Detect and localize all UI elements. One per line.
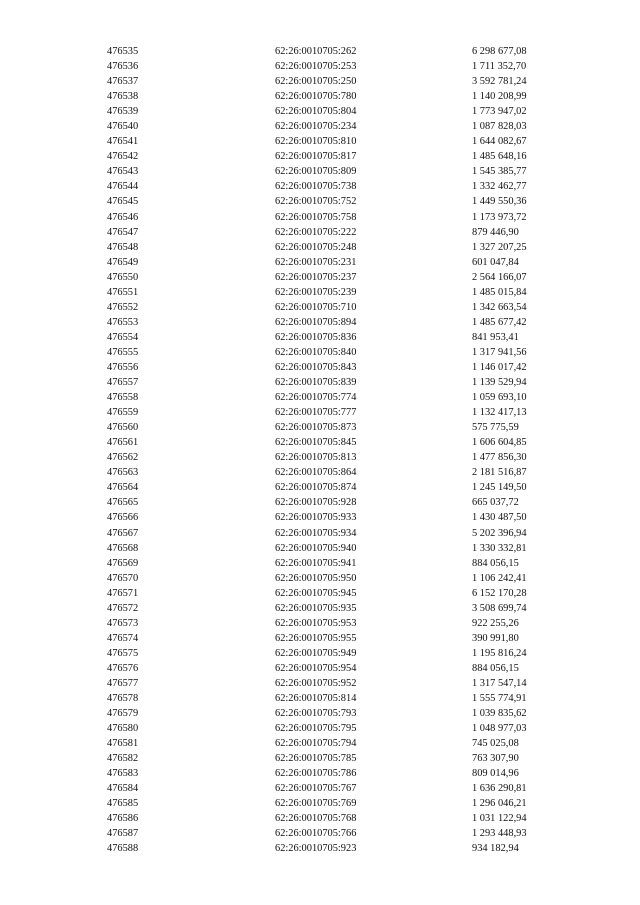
cadastral-value-cell: 1 485 648,16 — [472, 151, 527, 163]
table-row — [107, 59, 572, 74]
table-row — [107, 480, 572, 495]
cadastral-number-cell: 62:26:0010705:950 — [275, 572, 357, 584]
cadastral-value-cell: 1 477 856,30 — [472, 452, 527, 464]
table-row — [107, 811, 572, 826]
table-row — [107, 450, 572, 465]
table-row — [107, 781, 572, 796]
cadastral-value-cell: 1 644 082,67 — [472, 136, 527, 148]
row-number-cell: 476558 — [107, 392, 139, 404]
cadastral-value-cell: 3 592 781,24 — [472, 76, 527, 88]
cadastral-number-cell: 62:26:0010705:767 — [275, 783, 357, 795]
row-number-cell: 476566 — [107, 512, 139, 524]
cadastral-value-cell: 1 485 015,84 — [472, 286, 527, 298]
table-row — [107, 706, 572, 721]
cadastral-value-cell: 601 047,84 — [472, 256, 519, 268]
cadastral-value-cell: 6 152 170,28 — [472, 587, 527, 599]
row-number-cell: 476562 — [107, 452, 139, 464]
cadastral-number-cell: 62:26:0010705:768 — [275, 813, 357, 825]
table-row — [107, 149, 572, 164]
cadastral-number-cell: 62:26:0010705:874 — [275, 482, 357, 494]
cadastral-value-table — [107, 44, 572, 857]
cadastral-value-cell: 884 056,15 — [472, 557, 519, 569]
row-number-cell: 476564 — [107, 482, 139, 494]
cadastral-value-cell: 934 182,94 — [472, 843, 519, 855]
cadastral-number-cell: 62:26:0010705:752 — [275, 196, 357, 208]
table-row — [107, 164, 572, 179]
cadastral-number-cell: 62:26:0010705:928 — [275, 497, 357, 509]
table-row — [107, 89, 572, 104]
table-row — [107, 270, 572, 285]
row-number-cell: 476587 — [107, 828, 139, 840]
row-number-cell: 476536 — [107, 61, 139, 73]
cadastral-value-cell: 1 031 122,94 — [472, 813, 527, 825]
table-row — [107, 586, 572, 601]
table-row — [107, 736, 572, 751]
table-row — [107, 676, 572, 691]
table-row — [107, 194, 572, 209]
row-number-cell: 476549 — [107, 256, 139, 268]
cadastral-number-cell: 62:26:0010705:941 — [275, 557, 357, 569]
cadastral-number-cell: 62:26:0010705:237 — [275, 271, 357, 283]
row-number-cell: 476537 — [107, 76, 139, 88]
cadastral-value-cell: 1 636 290,81 — [472, 783, 527, 795]
row-number-cell: 476554 — [107, 331, 139, 343]
cadastral-value-cell: 1 048 977,03 — [472, 723, 527, 735]
cadastral-number-cell: 62:26:0010705:248 — [275, 241, 357, 253]
table-row — [107, 330, 572, 345]
row-number-cell: 476575 — [107, 647, 139, 659]
row-number-cell: 476569 — [107, 557, 139, 569]
cadastral-value-cell: 841 953,41 — [472, 331, 519, 343]
cadastral-value-cell: 1 245 149,50 — [472, 482, 527, 494]
cadastral-value-cell: 879 446,90 — [472, 226, 519, 238]
cadastral-value-cell: 1 711 352,70 — [472, 61, 527, 73]
table-row — [107, 631, 572, 646]
row-number-cell: 476573 — [107, 617, 139, 629]
cadastral-value-cell: 2 564 166,07 — [472, 271, 527, 283]
cadastral-value-cell: 6 298 677,08 — [472, 46, 527, 57]
row-number-cell: 476570 — [107, 572, 139, 584]
cadastral-number-cell: 62:26:0010705:949 — [275, 647, 357, 659]
table-row — [107, 541, 572, 556]
cadastral-number-cell: 62:26:0010705:766 — [275, 828, 357, 840]
table-row — [107, 375, 572, 390]
row-number-cell: 476565 — [107, 497, 139, 509]
row-number-cell: 476538 — [107, 91, 139, 103]
row-number-cell: 476588 — [107, 843, 139, 855]
cadastral-value-cell: 1 317 941,56 — [472, 346, 527, 358]
cadastral-value-cell: 809 014,96 — [472, 768, 519, 780]
table-row — [107, 841, 572, 856]
cadastral-value-cell: 1 485 677,42 — [472, 316, 527, 328]
row-number-cell: 476578 — [107, 693, 139, 705]
cadastral-number-cell: 62:26:0010705:810 — [275, 136, 357, 148]
row-number-cell: 476535 — [107, 46, 139, 57]
table-row — [107, 315, 572, 330]
table-row — [107, 556, 572, 571]
table-row — [107, 405, 572, 420]
table-row — [107, 119, 572, 134]
cadastral-number-cell: 62:26:0010705:769 — [275, 798, 357, 810]
table-row — [107, 74, 572, 89]
cadastral-number-cell: 62:26:0010705:935 — [275, 602, 357, 614]
cadastral-value-cell: 884 056,15 — [472, 662, 519, 674]
row-number-cell: 476567 — [107, 527, 139, 539]
table-row — [107, 300, 572, 315]
table-row — [107, 285, 572, 300]
row-number-cell: 476540 — [107, 121, 139, 133]
cadastral-number-cell: 62:26:0010705:940 — [275, 542, 357, 554]
cadastral-number-cell: 62:26:0010705:864 — [275, 467, 357, 479]
row-number-cell: 476557 — [107, 377, 139, 389]
cadastral-number-cell: 62:26:0010705:814 — [275, 693, 357, 705]
cadastral-value-cell: 3 508 699,74 — [472, 602, 527, 614]
row-number-cell: 476580 — [107, 723, 139, 735]
row-number-cell: 476572 — [107, 602, 139, 614]
cadastral-number-cell: 62:26:0010705:836 — [275, 331, 357, 343]
cadastral-value-cell: 922 255,26 — [472, 617, 519, 629]
row-number-cell: 476561 — [107, 437, 139, 449]
cadastral-number-cell: 62:26:0010705:738 — [275, 181, 357, 193]
cadastral-value-cell: 1 317 547,14 — [472, 677, 527, 689]
cadastral-number-cell: 62:26:0010705:809 — [275, 166, 357, 178]
cadastral-value-cell: 1 342 663,54 — [472, 301, 527, 313]
cadastral-number-cell: 62:26:0010705:262 — [275, 46, 357, 57]
row-number-cell: 476550 — [107, 271, 139, 283]
table-row — [107, 646, 572, 661]
table-row — [107, 465, 572, 480]
table-row — [107, 526, 572, 541]
table-row — [107, 766, 572, 781]
cadastral-number-cell: 62:26:0010705:813 — [275, 452, 357, 464]
cadastral-value-cell: 575 775,59 — [472, 422, 519, 434]
cadastral-number-cell: 62:26:0010705:955 — [275, 632, 357, 644]
cadastral-number-cell: 62:26:0010705:253 — [275, 61, 357, 73]
row-number-cell: 476582 — [107, 753, 139, 765]
cadastral-number-cell: 62:26:0010705:222 — [275, 226, 357, 238]
cadastral-value-cell: 1 327 207,25 — [472, 241, 527, 253]
cadastral-number-cell: 62:26:0010705:840 — [275, 346, 357, 358]
cadastral-value-cell: 763 307,90 — [472, 753, 519, 765]
cadastral-number-cell: 62:26:0010705:231 — [275, 256, 357, 268]
cadastral-number-cell: 62:26:0010705:923 — [275, 843, 357, 855]
row-number-cell: 476545 — [107, 196, 139, 208]
cadastral-value-cell: 1 293 448,93 — [472, 828, 527, 840]
cadastral-value-cell: 2 181 516,87 — [472, 467, 527, 479]
table-row — [107, 691, 572, 706]
table-row — [107, 796, 572, 811]
cadastral-number-cell: 62:26:0010705:873 — [275, 422, 357, 434]
row-number-cell: 476555 — [107, 346, 139, 358]
cadastral-number-cell: 62:26:0010705:843 — [275, 361, 357, 373]
table-row — [107, 616, 572, 631]
row-number-cell: 476543 — [107, 166, 139, 178]
cadastral-value-cell: 1 296 046,21 — [472, 798, 527, 810]
cadastral-number-cell: 62:26:0010705:934 — [275, 527, 357, 539]
table-row — [107, 721, 572, 736]
cadastral-value-cell: 1 330 332,81 — [472, 542, 527, 554]
row-number-cell: 476576 — [107, 662, 139, 674]
row-number-cell: 476552 — [107, 301, 139, 313]
row-number-cell: 476574 — [107, 632, 139, 644]
cadastral-value-cell: 1 773 947,02 — [472, 106, 527, 118]
table-row — [107, 571, 572, 586]
cadastral-number-cell: 62:26:0010705:239 — [275, 286, 357, 298]
table-row — [107, 104, 572, 119]
cadastral-value-cell: 1 173 973,72 — [472, 211, 527, 223]
table-row — [107, 44, 572, 59]
cadastral-value-cell: 1 087 828,03 — [472, 121, 527, 133]
row-number-cell: 476579 — [107, 708, 139, 720]
cadastral-number-cell: 62:26:0010705:894 — [275, 316, 357, 328]
cadastral-number-cell: 62:26:0010705:952 — [275, 677, 357, 689]
cadastral-value-cell: 1 449 550,36 — [472, 196, 527, 208]
row-number-cell: 476568 — [107, 542, 139, 554]
cadastral-value-cell: 390 991,80 — [472, 632, 519, 644]
cadastral-value-cell: 665 037,72 — [472, 497, 519, 509]
cadastral-value-cell: 5 202 396,94 — [472, 527, 527, 539]
table-row — [107, 495, 572, 510]
cadastral-number-cell: 62:26:0010705:794 — [275, 738, 357, 750]
table-row — [107, 390, 572, 405]
cadastral-value-cell: 1 140 208,99 — [472, 91, 527, 103]
cadastral-number-cell: 62:26:0010705:786 — [275, 768, 357, 780]
row-number-cell: 476547 — [107, 226, 139, 238]
cadastral-number-cell: 62:26:0010705:817 — [275, 151, 357, 163]
table-row — [107, 420, 572, 435]
cadastral-value-cell: 1 106 242,41 — [472, 572, 527, 584]
table-row — [107, 751, 572, 766]
table-row — [107, 826, 572, 841]
table-row — [107, 255, 572, 270]
cadastral-number-cell: 62:26:0010705:845 — [275, 437, 357, 449]
row-number-cell: 476584 — [107, 783, 139, 795]
table-row — [107, 225, 572, 240]
cadastral-value-cell: 1 146 017,42 — [472, 361, 527, 373]
table-row — [107, 510, 572, 525]
cadastral-value-cell: 1 039 835,62 — [472, 708, 527, 720]
cadastral-number-cell: 62:26:0010705:250 — [275, 76, 357, 88]
cadastral-number-cell: 62:26:0010705:945 — [275, 587, 357, 599]
row-number-cell: 476586 — [107, 813, 139, 825]
cadastral-number-cell: 62:26:0010705:954 — [275, 662, 357, 674]
cadastral-number-cell: 62:26:0010705:780 — [275, 91, 357, 103]
cadastral-number-cell: 62:26:0010705:933 — [275, 512, 357, 524]
cadastral-number-cell: 62:26:0010705:795 — [275, 723, 357, 735]
row-number-cell: 476585 — [107, 798, 139, 810]
table-row — [107, 240, 572, 255]
row-number-cell: 476563 — [107, 467, 139, 479]
cadastral-value-cell: 745 025,08 — [472, 738, 519, 750]
row-number-cell: 476553 — [107, 316, 139, 328]
table-row — [107, 435, 572, 450]
cadastral-number-cell: 62:26:0010705:804 — [275, 106, 357, 118]
table-row — [107, 601, 572, 616]
table-row — [107, 210, 572, 225]
row-number-cell: 476548 — [107, 241, 139, 253]
row-number-cell: 476577 — [107, 677, 139, 689]
cadastral-value-cell: 1 139 529,94 — [472, 377, 527, 389]
cadastral-number-cell: 62:26:0010705:793 — [275, 708, 357, 720]
row-number-cell: 476542 — [107, 151, 139, 163]
cadastral-number-cell: 62:26:0010705:774 — [275, 392, 357, 404]
table-row — [107, 134, 572, 149]
table-row — [107, 661, 572, 676]
cadastral-value-cell: 1 195 816,24 — [472, 647, 527, 659]
table-body — [107, 44, 572, 857]
cadastral-number-cell: 62:26:0010705:785 — [275, 753, 357, 765]
cadastral-value-cell: 1 606 604,85 — [472, 437, 527, 449]
row-number-cell: 476571 — [107, 587, 139, 599]
cadastral-value-cell: 1 132 417,13 — [472, 407, 527, 419]
table-row — [107, 345, 572, 360]
row-number-cell: 476546 — [107, 211, 139, 223]
row-number-cell: 476581 — [107, 738, 139, 750]
cadastral-value-cell: 1 332 462,77 — [472, 181, 527, 193]
row-number-cell: 476583 — [107, 768, 139, 780]
cadastral-number-cell: 62:26:0010705:758 — [275, 211, 357, 223]
row-number-cell: 476559 — [107, 407, 139, 419]
cadastral-number-cell: 62:26:0010705:777 — [275, 407, 357, 419]
cadastral-number-cell: 62:26:0010705:710 — [275, 301, 357, 313]
row-number-cell: 476544 — [107, 181, 139, 193]
cadastral-number-cell: 62:26:0010705:234 — [275, 121, 357, 133]
row-number-cell: 476541 — [107, 136, 139, 148]
row-number-cell: 476539 — [107, 106, 139, 118]
cadastral-value-cell: 1 545 385,77 — [472, 166, 527, 178]
row-number-cell: 476560 — [107, 422, 139, 434]
cadastral-value-cell: 1 430 487,50 — [472, 512, 527, 524]
table-row — [107, 360, 572, 375]
cadastral-number-cell: 62:26:0010705:839 — [275, 377, 357, 389]
cadastral-value-cell: 1 555 774,91 — [472, 693, 527, 705]
row-number-cell: 476556 — [107, 361, 139, 373]
cadastral-number-cell: 62:26:0010705:953 — [275, 617, 357, 629]
row-number-cell: 476551 — [107, 286, 139, 298]
table-row — [107, 179, 572, 194]
cadastral-value-cell: 1 059 693,10 — [472, 392, 527, 404]
